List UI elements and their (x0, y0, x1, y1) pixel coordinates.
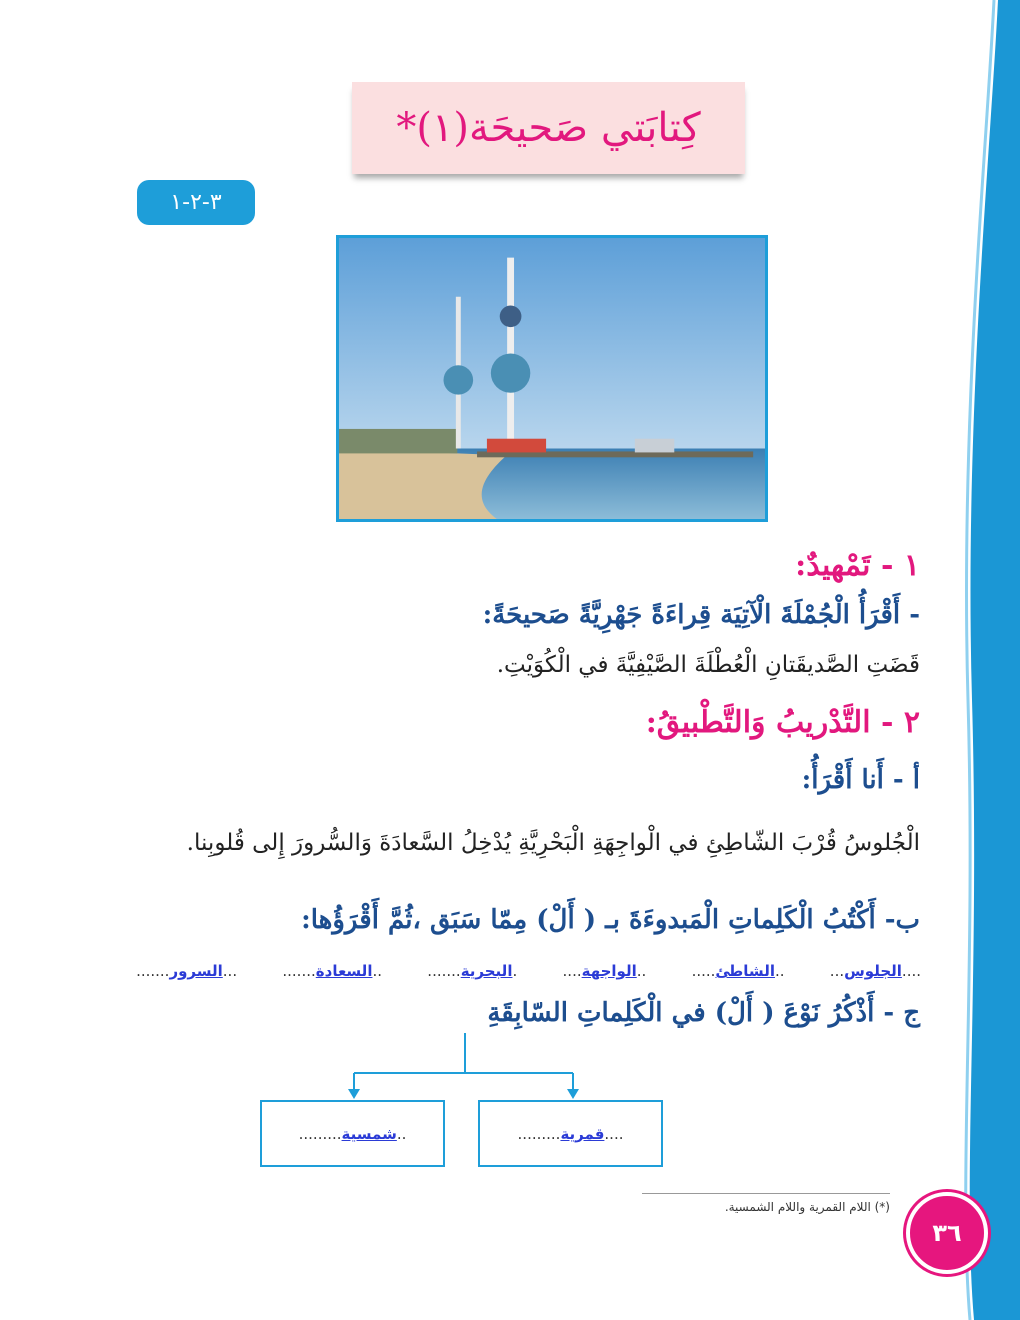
answers-row (136, 962, 921, 980)
answer-box-right[interactable]: .... قمرية ......... (478, 1100, 663, 1167)
lesson-title: كِتابَتي صَحيحَة(١)* (352, 82, 745, 174)
answer-word: الواجهة (581, 962, 637, 980)
footnote: (*) اللام القمرية واللام الشمسية. (724, 1200, 890, 1214)
connector-arrows (255, 1033, 675, 1103)
answer-field[interactable]: ..الواجهة.... (562, 962, 647, 980)
section1-sentence: قَضَتِ الصَّديقَتانِ الْعُطْلَةَ الصَّيْفِيَّةَ في الْكُوَيْتِ. (496, 652, 920, 678)
answer-box-left[interactable]: .. شمسية ......... (260, 1100, 445, 1167)
answer-word: الشاطئ (715, 962, 775, 980)
answer-word: البحرية (460, 962, 513, 980)
page-number-badge (906, 1192, 988, 1274)
part-a-heading: أ - أَنا أَقْرَأُ: (801, 765, 920, 795)
side-wave-decoration (950, 0, 1020, 1320)
answer-word: السعادة (315, 962, 373, 980)
section2-heading: ٢ - التَّدْريبُ وَالتَّطْبيقُ: (645, 705, 920, 740)
footnote-divider (642, 1193, 890, 1194)
section1-instruction: - أَقْرَأُ الْجُمْلَةَ الْآتِيَة قِراءَةً جَهْرِيَّةً صَحيحَةً: (482, 600, 920, 630)
answer-field[interactable]: ..السعادة....... (282, 962, 383, 980)
answer-field[interactable]: ...السرور....... (136, 962, 238, 980)
box-right-word: قمرية (560, 1124, 605, 1143)
part-b-heading: ب- أَكْتُبُ الْكَلِماتِ الْمَبدوءَةَ بـ ( أَلْ) مِمّا سَبَق ،ثُمَّ أَقْرَؤُها: (301, 905, 920, 935)
answer-field[interactable]: ....الجلوس... (829, 962, 921, 980)
answer-word: السرور (169, 962, 223, 980)
answer-field[interactable]: ..الشاطئ..... (691, 962, 785, 980)
answer-field[interactable]: .البحرية....... (427, 962, 518, 980)
section1-heading: ١ - تَمْهيدٌ: (795, 548, 920, 583)
page-number: ٣٦ (932, 1219, 962, 1247)
part-a-text: الْجُلوسُ قُرْبَ الشّاطِئِ في الْواجِهَةِ الْبَحْرِيَّةِ يُدْخِلُ السَّعادَةَ وَالسُّرورَ إِلى قُلوبِنا. (186, 830, 920, 856)
lesson-code-badge: ٣-٢-١ (137, 180, 255, 225)
answer-word: الجلوس (844, 962, 902, 980)
box-left-word: شمسية (341, 1124, 397, 1143)
kuwait-towers-photo (336, 235, 768, 522)
part-c-heading: ج - أَذْكُرُ نَوْعَ ( أَلْ) في الْكَلِماتِ السّابِقَةِ (487, 998, 920, 1028)
